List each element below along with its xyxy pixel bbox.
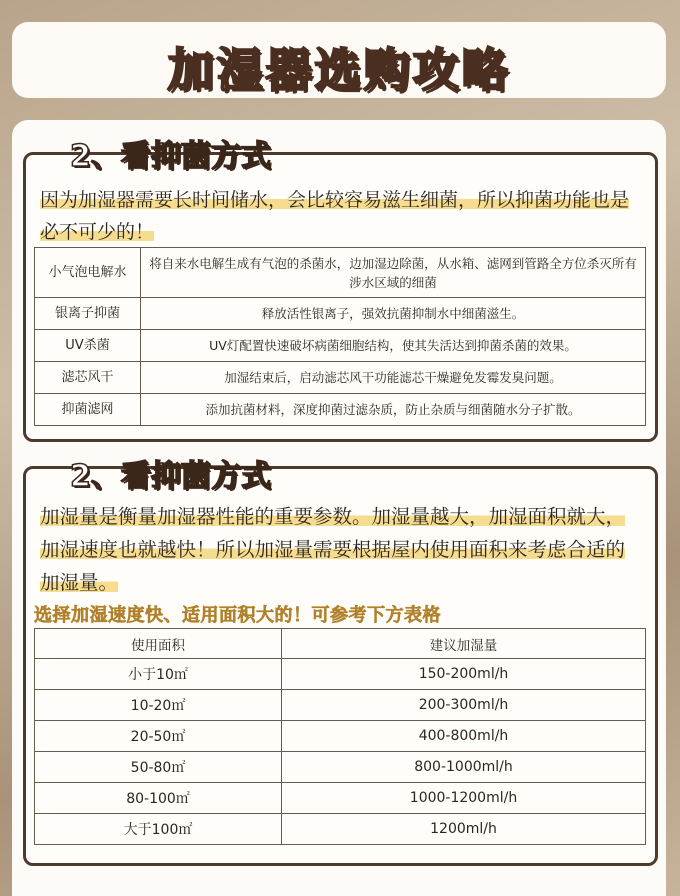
table-row [35,814,646,845]
section-antibacterial-intro [40,184,640,248]
table-cell-amount: 400-800ml/h [282,721,646,752]
table-cell-area: 10-20㎡ [35,690,282,721]
title-bar [12,22,666,98]
table-cell-description: 添加抗菌材料，深度抑菌过滤杂质，防止杂质与细菌随水分子扩散。 [141,394,646,426]
table-row [35,783,646,814]
table-cell-description: 加湿结束后，启动滤芯风干功能滤芯干燥避免发霉发臭问题。 [141,362,646,394]
table-cell-area: 50-80㎡ [35,752,282,783]
table-cell-description: UV灯配置快速破坏病菌细胞结构，使其失活达到抑菌杀菌的效果。 [141,330,646,362]
table-row [35,721,646,752]
table-cell-amount: 800-1000ml/h [282,752,646,783]
page-title: 加湿器选购攻略 [167,43,511,97]
table-cell-description: 释放活性银离子，强效抗菌抑制水中细菌滋生。 [141,298,646,330]
table-row [35,298,646,330]
section-humidification-intro-text: 加湿量是衡量加湿器性能的重要参数。加湿量越大，加湿面积就大，加湿速度也就越快！所以加湿量需要根据屋内使用面积来考虑合适的加湿量。 [40,505,626,594]
section-humidification-intro [40,500,640,599]
antibacterial-table [34,247,646,426]
table-cell-area: 大于100㎡ [35,814,282,845]
table-row [35,690,646,721]
section-humidification-badge-label: 2、看抑菌方式 [70,459,271,494]
table-header-area: 使用面积 [35,629,282,659]
table-row [35,394,646,426]
section-antibacterial-badge-label: 2、看抑菌方式 [70,139,271,174]
table-cell-area: 小于10㎡ [35,659,282,690]
table-hint: 选择加湿速度快、适用面积大的！可参考下方表格 [34,605,441,626]
table-cell-area: 80-100㎡ [35,783,282,814]
table-row [35,330,646,362]
table-row [35,248,646,298]
humidification-table [34,628,646,845]
section-antibacterial-badge [62,138,281,176]
table-cell-method: 滤芯风干 [35,362,141,394]
table-cell-amount: 1200ml/h [282,814,646,845]
table-header-amount: 建议加湿量 [282,629,646,659]
table-cell-amount: 1000-1200ml/h [282,783,646,814]
table-cell-method: 抑菌滤网 [35,394,141,426]
table-cell-method: 小气泡电解水 [35,248,141,298]
table-cell-method: 银离子抑菌 [35,298,141,330]
table-row [35,659,646,690]
table-row [35,752,646,783]
table-cell-description: 将自来水电解生成有气泡的杀菌水，边加湿边除菌，从水箱、滤网到管路全方位杀灭所有涉水区域的细菌 [141,248,646,298]
table-header-row [35,629,646,659]
table-cell-area: 20-50㎡ [35,721,282,752]
table-cell-amount: 150-200ml/h [282,659,646,690]
table-cell-amount: 200-300ml/h [282,690,646,721]
table-cell-method: UV杀菌 [35,330,141,362]
section-antibacterial-intro-text: 因为加湿器需要长时间储水，会比较容易滋生细菌，所以抑菌功能也是必不可少的！ [40,189,630,243]
section-humidification-badge [62,458,281,496]
table-row [35,362,646,394]
